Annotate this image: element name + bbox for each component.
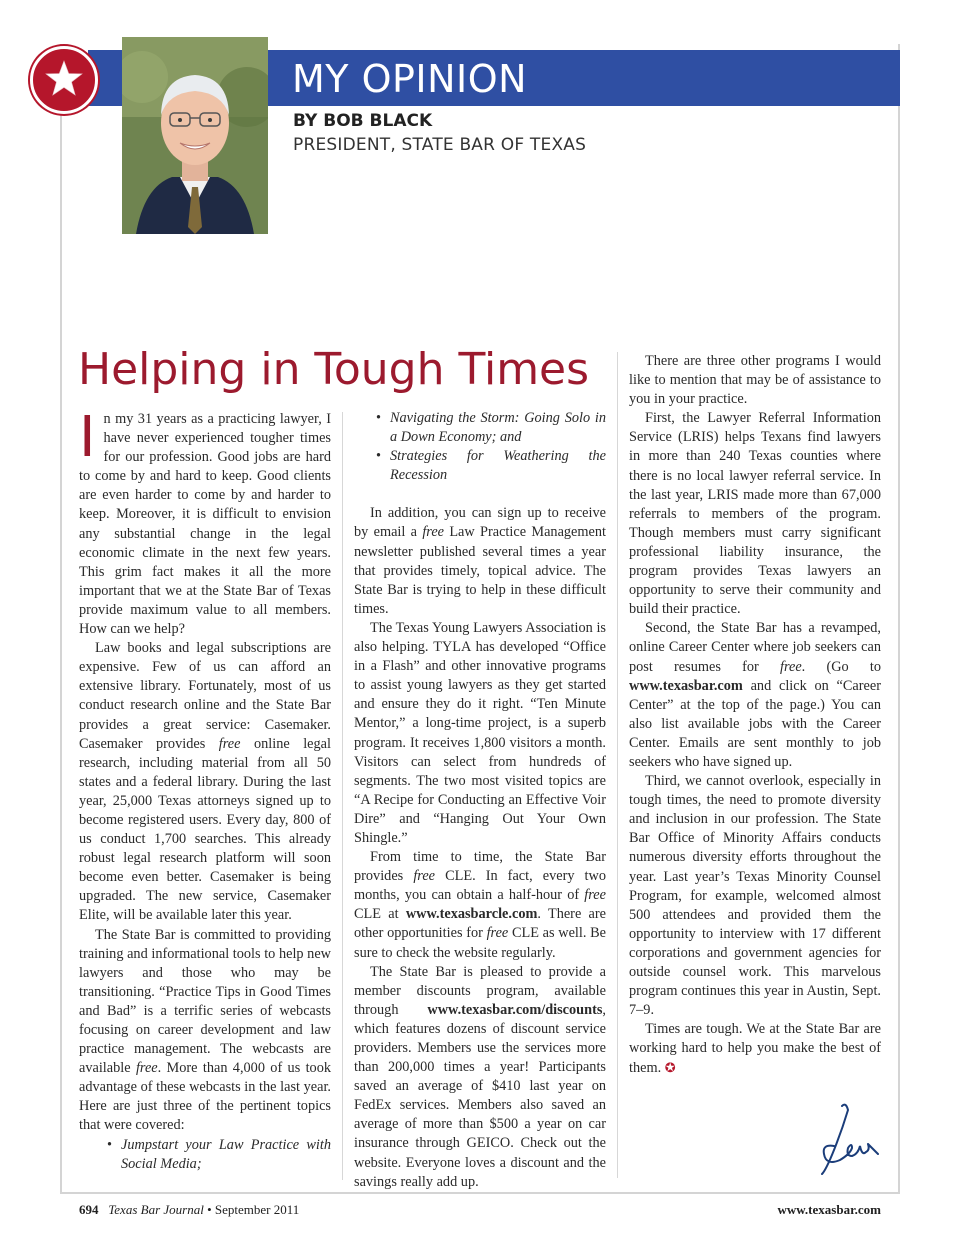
star-icon	[30, 46, 98, 114]
end-mark-icon: ✪	[664, 1060, 676, 1076]
bullet-item: • Strategies for Weathering the Recession	[354, 447, 606, 485]
paragraph	[629, 619, 881, 772]
paragraph	[79, 405, 331, 639]
journal-name: Texas Bar Journal	[108, 1202, 204, 1217]
bullet-list	[354, 409, 606, 485]
paragraph-text: CLE at	[354, 906, 406, 923]
signature	[812, 1100, 884, 1187]
paragraph	[629, 1020, 881, 1078]
paragraph: First, the Lawyer Referral Information Service (LRIS) helps Texans find lawyers in more than 240 Texas counties where there is no local lawyer referral service. In the last year, LRIS made more than 67,000 referrals to members of the program. Though members must carry significant professional liability insurance, the program provides Texas lawyers an opportunity to serve their community and build their practice.	[629, 410, 881, 618]
discounts-url-link[interactable]: www.texasbar.com/discounts	[427, 1001, 603, 1018]
author-photo	[122, 37, 268, 234]
drop-cap: I	[79, 405, 96, 470]
paragraph	[79, 926, 331, 1136]
footer-separator: •	[207, 1202, 212, 1217]
article-headline: Helping in Tough Times	[78, 344, 590, 395]
emphasis: free	[218, 735, 241, 752]
paragraph-text: and click on “Career Center” at the top of the page.) You can also list available jobs with the Career Center. Emails are sent monthly to job seekers who have signed up.	[629, 677, 881, 770]
cle-url-link[interactable]: www.texasbarcle.com	[405, 906, 538, 923]
column-divider	[342, 412, 343, 1180]
emphasis: free	[422, 524, 445, 541]
emphasis: free	[486, 925, 509, 942]
emphasis: free	[413, 868, 436, 885]
paragraph-text: The State Bar is pleased to provide a member discounts program, available through	[354, 963, 606, 1018]
paragraph-text: CLE. In fact, every two months, you can obtain a half-hour of	[354, 868, 607, 904]
paragraph-text: In addition, you can sign up to receive by email a	[354, 505, 606, 541]
emphasis: free	[779, 658, 802, 675]
paragraph	[354, 848, 606, 963]
paragraph-text: . More than 4,000 of us took advantage of these webcasts in the last year. Here are just three of the pertinent topics that were covered:	[79, 1060, 332, 1134]
paragraph-text: online legal research, including material from all 50 states and a federal library. During the last year, 25,000 Texas attorneys signed up to become registered users. Every day, 800 of us conduct 1,700 searches. This already robust legal research platform will soon become even better. Casemaker is being upgraded. The new service, Casemaker Elite, will be available later this year.	[79, 735, 331, 924]
bullet-text: Navigating the Storm: Going Solo in a Down Economy; and	[390, 410, 606, 446]
author-byline: BY BOB BLACK	[293, 111, 433, 131]
texasbar-url-link[interactable]: www.texasbar.com	[629, 677, 743, 694]
footer-page-info	[79, 1202, 299, 1218]
article-column-3	[629, 352, 881, 1079]
author-role: PRESIDENT, STATE BAR OF TEXAS	[293, 135, 587, 155]
article-column-1	[79, 405, 332, 1174]
paragraph: The Texas Young Lawyers Association is also helping. TYLA has developed “Office in a Flash” and other innovative programs to assist young lawyers as they get started and ensure they do it right. “Ten Minute Mentor,” a long-time project, is a superb program. It receives 1,800 visitors a month. Visitors can select from hundreds of segments. The two most visited topics are “A Recipe for Conducting an Effective Voir Dire” and “Hanging Out Your Own Shingle.”	[354, 619, 606, 846]
paragraph-text: Times are tough. We at the State Bar are working hard to help you make the best of them.	[629, 1021, 881, 1077]
bullet-text: Jumpstart your Law Practice with Social Media;	[121, 1136, 331, 1172]
paragraph-text: The State Bar is committed to providing training and informational tools to help new lawyers and those who may be transitioning. “Practice Tips in Good Times and Bad” is a terrific series of webcasts focusing on career development and law practice management. The webcasts are available	[79, 926, 331, 1077]
paragraph-text: . There are other opportunities for	[354, 906, 606, 942]
paragraph-text: CLE as well. Be sure to check the website regularly.	[354, 925, 606, 961]
paragraph-text: . (Go to	[801, 658, 882, 675]
paragraph	[354, 963, 606, 1192]
emphasis: free	[584, 887, 606, 904]
bullet-item: • Navigating the Storm: Going Solo in a Down Economy; and	[354, 409, 606, 447]
footer-url-link[interactable]: www.texasbar.com	[777, 1202, 881, 1217]
paragraph	[79, 639, 331, 925]
section-title: MY OPINION	[292, 57, 528, 101]
paragraph-text: Second, the State Bar has a revamped, online Career Center where job seekers can post resumes for	[629, 620, 881, 675]
paragraph: There are three other programs I would like to mention that may be of assistance to you in your practice.	[629, 353, 881, 408]
article-column-2	[354, 409, 606, 1192]
paragraph-text: Law books and legal subscriptions are expensive. Few of us can afford an extensive library. Fortunately, most of us conduct research online and the State Bar provides a great service: Casemaker. Casemaker provides	[79, 640, 331, 752]
paragraph-text: n my 31 years as a practicing lawyer, I have never experienced tougher times for our profession. Good jobs are hard to come by and hard to keep. Good clients are even harder to come by and harder to keep. Moreover, it is difficult to envision any substantial change in the legal economic climate in the next few years. This grim fact makes it all the more important that we at the State Bar of Texas provide maximum value to all members. How can we help?	[79, 411, 331, 638]
paragraph: Third, we cannot overlook, especially in tough times, the need to promote diversity and inclusion in our profession. The State Bar Office of Minority Affairs conducts numerous diversity efforts throughout the year. Last year’s Texas Minority Counsel Program, for example, welcomed almost 500 attendees and provided them the opportunity to interview with 17 different corporations and government agencies for outside counsel work. This marvelous program continues this year in Austin, Sept. 7–9.	[629, 773, 881, 1019]
bullet-item: • Jumpstart your Law Practice with Social Media;	[79, 1136, 331, 1174]
bullet-text: Strategies for Weathering the Recession	[390, 448, 606, 484]
issue-date: September 2011	[214, 1202, 300, 1217]
paragraph-text: From time to time, the State Bar provides	[354, 849, 606, 885]
paragraph	[354, 504, 606, 619]
paragraph-text: Law Practice Management newsletter published several times a year that provides timely, topical advice. The State Bar is trying to help in these difficult times.	[354, 524, 606, 617]
paragraph-text: , which features dozens of discount service providers. Members use the services more than 200,000 times a year! Participants saved an average of $410 last year on FedEx services. Members also saved an average of more than $500 a year on car insurance through GEICO. Check out the website. Everyone loves a discount and the savings really add up.	[354, 1001, 606, 1190]
emphasis: free	[135, 1060, 158, 1077]
page-number: 694	[79, 1202, 99, 1217]
column-divider	[617, 352, 618, 1178]
